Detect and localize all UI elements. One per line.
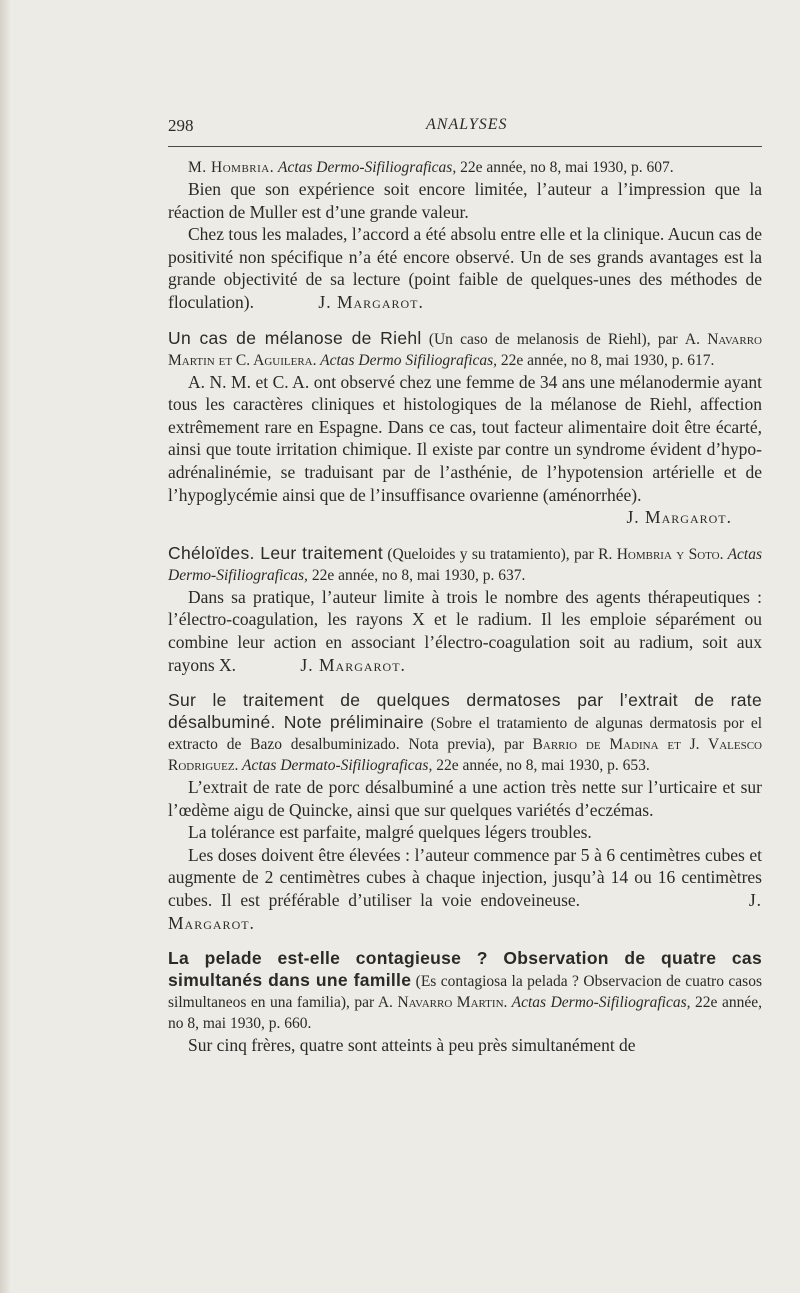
signature: J. Margarot.: [626, 507, 732, 528]
article-reference: [168, 157, 762, 178]
reference-author: M. Hombria.: [188, 159, 275, 176]
page-content: [168, 157, 762, 1057]
title-translation: (Un caso de melanosis de Riehl), par: [421, 330, 685, 348]
page-header: [168, 116, 762, 140]
article-authors: Hombria y Soto.: [616, 545, 724, 563]
paragraph: L’extrait de rate de porc désalbuminé a une action très nette sur l’urticaire et sur l’œdème aigu de Quincke, ainsi que sur quelques variétés d’eczémas.: [168, 777, 762, 820]
article-authors: A. Navarro Martin et C. Aguilera.: [168, 330, 762, 369]
article-authors: Barrio de Madina et J. Valesco Rodriguez.: [168, 736, 762, 775]
paragraph: Sur cinq frères, quatre sont atteints à peu près simultanément de: [188, 1035, 636, 1056]
article-title: Chéloïdes. Leur traitement: [168, 542, 383, 563]
article-heading: [168, 328, 762, 371]
article-journal: Actas Dermo-Sifiliograficas,: [507, 994, 691, 1012]
article-title: Sur le traitement de quelques dermatoses par l’extrait de rate désalbuminé. Note préliminaire: [168, 690, 762, 733]
article-pelade: [168, 948, 762, 1057]
article-title: Un cas de mélanose de Riehl: [168, 327, 422, 348]
paragraph: [168, 223, 762, 313]
paragraph-text: Chez tous les malades, l’accord a été absolu entre elle et la clinique. Aucun cas de positivité non spécifique n’a été encore observé. Un de ses grands avantages est la grande objectivité de sa lecture (point faible de quelques-unes des méthodes de floculation).: [168, 224, 762, 312]
paragraph: Bien que son expérience soit encore limitée, l’auteur a l’impression que la réaction de Muller est d’une grande valeur.: [168, 179, 762, 222]
paragraph: A. N. M. et C. A. ont observé chez une femme de 34 ans une mélanodermie ayant tous les caractères cliniques et histologiques de la mélanose de Riehl, affection extrêmement rare en Espagne. Dans ce cas, tout facteur alimentaire doit être écarté, ainsi que toute irritation chimique. Il existe par contre un syndrome évident d’hypo-adrénalinémie, se traduisant par de l’asthénie, de l’hypotension artérielle et de l’hypoglycémie ainsi que de l’insuffisance ovarienne (aménorrhée).: [168, 371, 762, 505]
article-details: 22e année, no 8, mai 1930, p. 660.: [168, 994, 762, 1033]
article-hombria: [168, 157, 762, 314]
article-cheloides: [168, 543, 762, 676]
reference-journal: Actas Dermo-Sifiliograficas,: [277, 159, 457, 176]
article-heading: [168, 948, 762, 1034]
article-title: La pelade est-elle contagieuse ? Observation de quatre cas simultanés dans une famille: [168, 948, 762, 991]
article-details: 22e année, no 8, mai 1930, p. 617.: [497, 351, 715, 369]
paragraph-text: Les doses doivent être élevées : l’auteur commence par 5 à 6 centimètres cubes et augmente de 2 centimètres cubes à chaque injection, jusqu’à 14 ou 16 centimètres cubes. Il est préférable d’utiliser la voie endoveineuse.: [168, 844, 762, 911]
title-translation: (Queloides y su tratamiento), par R.: [383, 545, 617, 563]
header-rule: [168, 146, 762, 147]
paragraph-text: Dans sa pratique, l’auteur limite à trois le nombre des agents thérapeutiques : l’électro-coagulation, les rayons X et le radium. Il les emploie séparément ou combine leur action en associant l’électro-coagulation soit au radium, soit aux rayons X.: [168, 586, 762, 675]
paragraph: [168, 844, 762, 934]
running-title: ANALYSES: [426, 116, 508, 133]
title-translation: (Sobre el tratamiento de algunas dermatosis por el extracto de Bazo desalbuminizado. Nota previa), par: [168, 715, 763, 754]
article-journal: Actas Dermo Sifiliograficas,: [316, 351, 498, 369]
article-heading: [168, 543, 762, 586]
page-number: 298: [168, 116, 194, 135]
signature: J. Margarot.: [300, 654, 406, 675]
page-binding-edge: [0, 0, 10, 1293]
reference-details: 22e année, no 8, mai 1930, p. 607.: [460, 159, 674, 176]
title-translation: (Es contagiosa la pelada ? Observacion de cuatro casos silmultaneos en una familia), par A.: [168, 973, 762, 1012]
signature: J. Margarot.: [318, 291, 424, 312]
article-melanose: [168, 328, 762, 529]
article-journal: Actas Dermato-Sifiliograficas,: [238, 757, 433, 775]
article-details: 22e année, no 8, mai 1930, p. 637.: [307, 566, 526, 584]
article-heading: [168, 690, 762, 776]
signature-line: [168, 506, 762, 529]
paragraph: [168, 586, 762, 676]
signature: J. Margarot.: [168, 890, 762, 933]
paragraph: La tolérance est parfaite, malgré quelques légers troubles.: [188, 822, 592, 843]
article-authors: Navarro Martin.: [397, 994, 508, 1012]
article-journal: Actas Dermo-Sifiliograficas,: [168, 545, 763, 584]
article-rate-desalbumine: [168, 690, 762, 934]
article-details: 22e année, no 8, mai 1930, p. 653.: [432, 757, 650, 775]
